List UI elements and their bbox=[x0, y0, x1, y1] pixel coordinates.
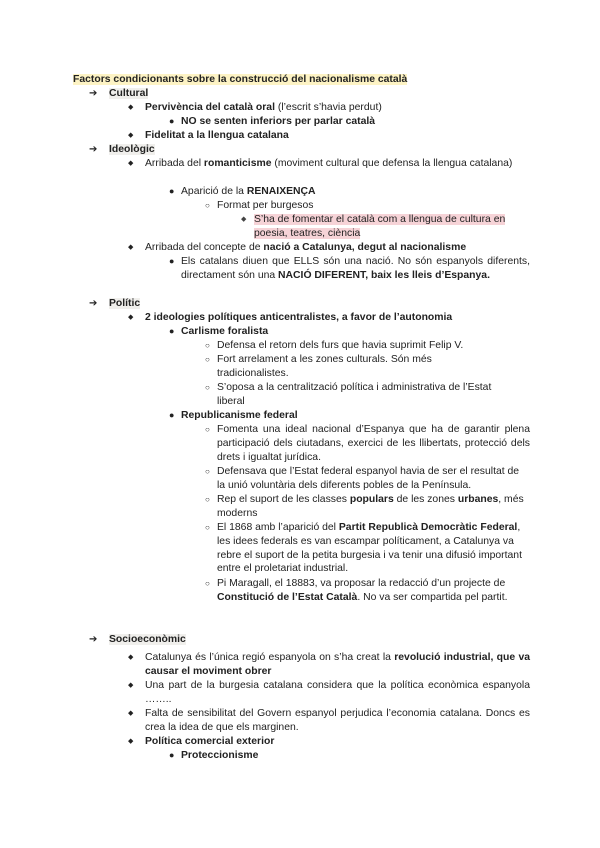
dot-bullet-icon: ● bbox=[169, 410, 175, 420]
dot-bullet-icon: ● bbox=[169, 326, 175, 336]
arrow-icon: ➔ bbox=[89, 298, 98, 309]
dot-bullet-icon: ● bbox=[169, 186, 175, 196]
circle-bullet-icon: ○ bbox=[205, 579, 210, 588]
circle-bullet-icon: ○ bbox=[205, 523, 210, 532]
diamond-bullet-icon: ◆ bbox=[128, 314, 134, 321]
circle-bullet-icon: ○ bbox=[205, 467, 210, 476]
circle-bullet-icon: ○ bbox=[205, 495, 210, 504]
section-heading: Ideològic bbox=[109, 144, 155, 155]
list-item-text: Una part de la burgesia catalana considera que la política econòmica espanyola …….. bbox=[145, 680, 530, 705]
list-item-text: El 1868 amb l’aparició del Partit Republicà Democràtic Federal, les idees federals es van escampar políticament, a Catalunya va rebre el suport de la petita burgesia i va tenir una difusió important entre el proletariat industrial. bbox=[217, 522, 522, 575]
section-heading: Socioeconòmic bbox=[109, 634, 186, 645]
list-item-text: Fort arrelament a les zones culturals. Són més tradicionalistes. bbox=[217, 354, 432, 379]
list-item-text: Els catalans diuen que ELLS són una nació. No són espanyols diferents, directament són una NACIÓ DIFERENT, baix les lleis d’Espanya. bbox=[181, 256, 530, 281]
list-item-text: Fomenta una ideal nacional d’Espanya que ha de garantir plena participació dels ciutadans, exercici de les llibertats, protecció dels drets i igualtat jurídica. bbox=[217, 424, 530, 463]
list-item-text: Catalunya és l’única regió espanyola on s’ha creat la revolució industrial, que va causar el moviment obrer bbox=[145, 652, 530, 677]
diamond-bullet-icon: ◆ bbox=[128, 160, 134, 167]
section-heading: Polític bbox=[109, 298, 141, 309]
list-item-text: Fidelitat a la llengua catalana bbox=[145, 130, 289, 141]
circle-bullet-icon: ○ bbox=[205, 355, 210, 364]
list-item-text: Format per burgesos bbox=[217, 200, 314, 211]
list-item-text: Republicanisme federal bbox=[181, 410, 298, 421]
circle-bullet-icon: ○ bbox=[205, 341, 210, 350]
list-item-text: S’ha de fomentar el català com a llengua de cultura en poesia, teatres, ciència bbox=[254, 214, 506, 239]
list-item-text: Rep el suport de les classes populars de les zones urbanes, més moderns bbox=[217, 494, 524, 519]
diamond-bullet-icon: ◆ bbox=[128, 132, 134, 139]
circle-bullet-icon: ○ bbox=[205, 425, 210, 434]
list-item-text: Arribada del concepte de nació a Catalunya, degut al nacionalisme bbox=[145, 242, 467, 253]
list-item-text: Aparició de la RENAIXENÇA bbox=[181, 186, 316, 197]
list-item-text: S’oposa a la centralització política i administrativa de l’Estat liberal bbox=[217, 382, 492, 407]
dot-bullet-icon: ● bbox=[169, 750, 175, 760]
list-item-text: Proteccionisme bbox=[181, 750, 259, 761]
list-item-text: NO se senten inferiors per parlar català bbox=[181, 116, 376, 127]
diamond-bullet-icon: ◆ bbox=[128, 738, 134, 745]
circle-bullet-icon: ○ bbox=[205, 383, 210, 392]
diamond-bullet-icon: ◆ bbox=[128, 104, 134, 111]
document-title: Factors condicionants sobre la construcció del nacionalisme català bbox=[73, 74, 408, 85]
arrow-icon: ➔ bbox=[89, 144, 98, 155]
list-item-text: Pervivència del català oral (l’escrit s’havia perdut) bbox=[145, 102, 382, 113]
square-bullet-icon: ◆ bbox=[241, 216, 247, 223]
diamond-bullet-icon: ◆ bbox=[128, 682, 134, 689]
diamond-bullet-icon: ◆ bbox=[128, 654, 134, 661]
diamond-bullet-icon: ◆ bbox=[128, 244, 134, 251]
dot-bullet-icon: ● bbox=[169, 256, 175, 266]
arrow-icon: ➔ bbox=[89, 88, 98, 99]
section-heading: Cultural bbox=[109, 88, 149, 99]
list-item-text: Pi Maragall, el 18883, va proposar la redacció d’un projecte de Constitució de l’Estat Català. No va ser compartida pel partit. bbox=[217, 578, 508, 603]
list-item-text: Defensava que l’Estat federal espanyol havia de ser el resultat de la unió voluntària dels diferents pobles de la Península. bbox=[217, 466, 520, 491]
list-item-text: Política comercial exterior bbox=[145, 736, 275, 747]
diamond-bullet-icon: ◆ bbox=[128, 710, 134, 717]
list-item-text: 2 ideologies polítiques anticentralistes, a favor de l’autonomia bbox=[145, 312, 453, 323]
list-item-text: Falta de sensibilitat del Govern espanyol perjudica l’economia catalana. Doncs es crea la idea de que els marginen. bbox=[145, 708, 530, 733]
list-item-text: Carlisme foralista bbox=[181, 326, 269, 337]
circle-bullet-icon: ○ bbox=[205, 201, 210, 210]
arrow-icon: ➔ bbox=[89, 634, 98, 645]
list-item-text: Defensa el retorn dels furs que havia suprimit Felip V. bbox=[217, 340, 464, 351]
list-item-text: Arribada del romanticisme (moviment cultural que defensa la llengua catalana) bbox=[145, 158, 513, 169]
dot-bullet-icon: ● bbox=[169, 116, 175, 126]
